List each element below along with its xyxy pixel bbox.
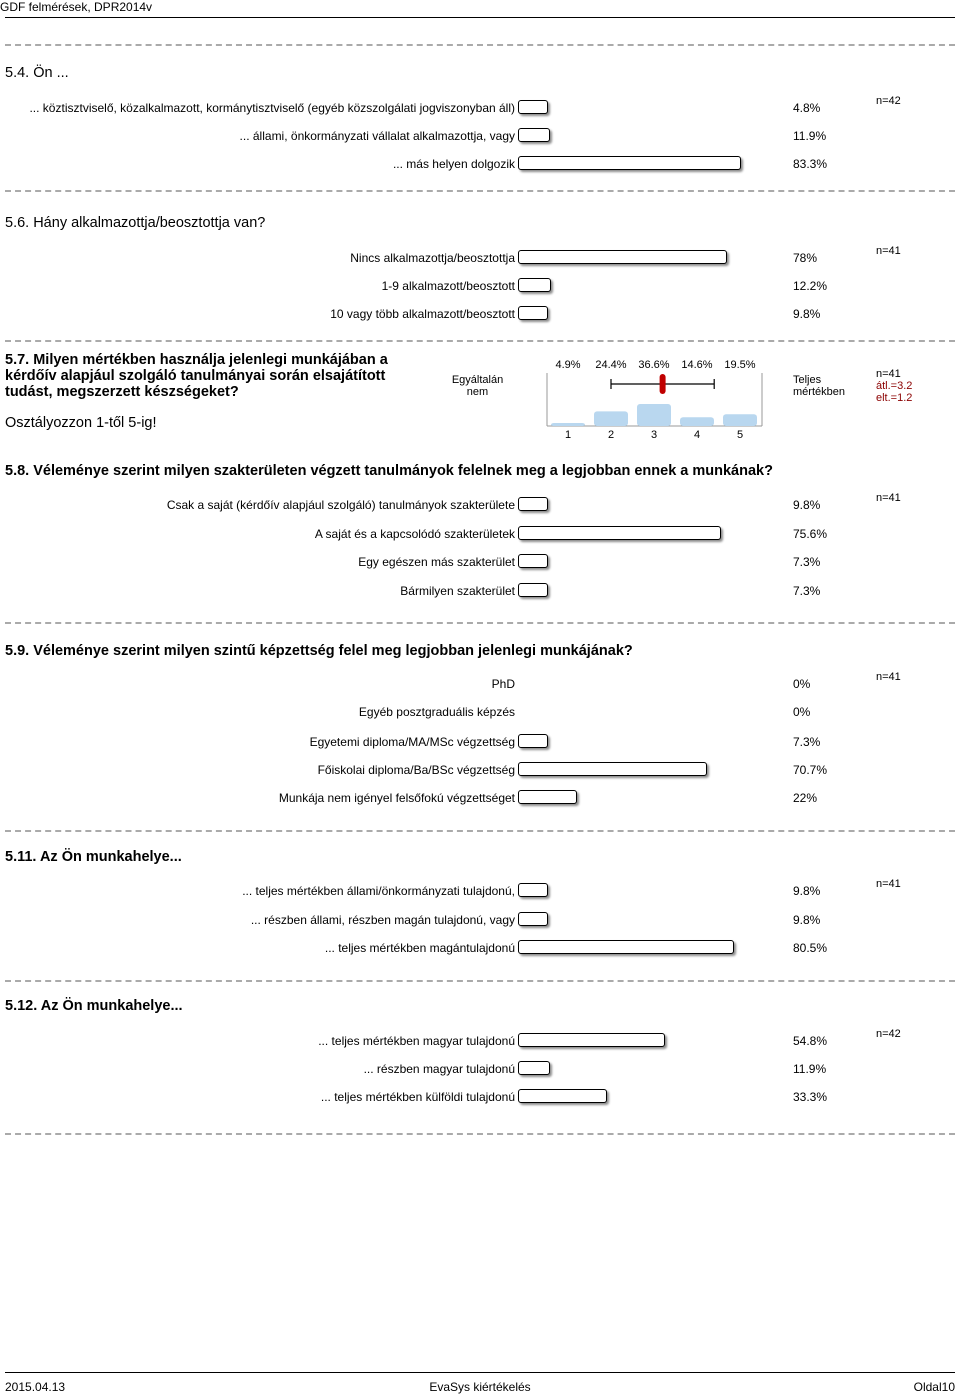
- answer-row: [0, 937, 960, 957]
- histogram-percent: 14.6%: [681, 359, 713, 371]
- answer-bar: [518, 734, 548, 748]
- section-divider: [5, 340, 955, 342]
- answer-bar: [518, 306, 548, 320]
- answer-row: [0, 731, 960, 751]
- histogram-percent: 4.9%: [555, 359, 581, 371]
- answer-label: Bármilyen szakterület: [400, 584, 515, 598]
- rating-histogram: [525, 356, 775, 441]
- rating-n: n=41: [876, 368, 901, 380]
- answer-bar-track: [518, 497, 786, 511]
- answer-bar-track: [518, 912, 786, 926]
- answer-row: [0, 909, 960, 929]
- answer-percent: 7.3%: [793, 584, 821, 598]
- answer-label: ... teljes mértékben állami/önkormányzati tulajdonú,: [242, 884, 515, 898]
- answer-row: [0, 880, 960, 900]
- answer-row: [0, 275, 960, 295]
- answer-bar-track: [518, 1089, 786, 1103]
- answer-bar: [518, 250, 727, 264]
- answer-label: ... teljes mértékben magántulajdonú: [324, 941, 515, 955]
- respondent-count: n=41: [876, 245, 901, 257]
- rating-question-subtitle: Osztályozzon 1-től 5-ig!: [5, 415, 157, 431]
- answer-bar-track: [518, 704, 786, 718]
- scale-label: 5: [736, 429, 744, 441]
- answer-bar: [518, 1089, 607, 1103]
- answer-label: ... részben állami, részben magán tulajdonú, vagy: [250, 913, 515, 927]
- scale-left-anchor: Egyáltalán nem: [451, 374, 504, 398]
- answer-label: Egy egészen más szakterület: [358, 555, 515, 569]
- rating-sd: elt.=1.2: [876, 392, 913, 404]
- answer-percent: 70.7%: [793, 763, 828, 777]
- answer-row: [0, 1030, 960, 1050]
- scale-label: 3: [650, 429, 658, 441]
- section-title: 5.6. Hány alkalmazottja/beosztottja van?: [5, 215, 266, 231]
- respondent-count: n=41: [876, 671, 901, 683]
- footer-rule: [5, 1372, 955, 1373]
- answer-bar: [518, 526, 721, 540]
- section-title: 5.11. Az Ön munkahelye...: [5, 849, 182, 865]
- answer-row: [0, 1058, 960, 1078]
- answer-bar-track: [518, 554, 786, 568]
- answer-bar: [518, 1033, 665, 1047]
- answer-percent: 0%: [793, 705, 811, 719]
- scale-label: 2: [607, 429, 615, 441]
- answer-bar: [518, 790, 577, 804]
- answer-row: [0, 247, 960, 267]
- answer-row: [0, 759, 960, 779]
- scale-label: 1: [564, 429, 572, 441]
- answer-row: [0, 551, 960, 571]
- answer-percent: 75.6%: [793, 527, 828, 541]
- answer-percent: 4.8%: [793, 101, 821, 115]
- answer-label: Egyéb posztgraduális képzés: [358, 705, 515, 719]
- answer-bar-track: [518, 734, 786, 748]
- footer-center: EvaSys kiértékelés: [429, 1380, 531, 1394]
- answer-label: Nincs alkalmazottja/beosztottja: [350, 251, 515, 265]
- histogram-bar: [723, 414, 757, 426]
- answer-bar-track: [518, 676, 786, 690]
- answer-label: Munkája nem igényel felsőfokú végzettséget: [278, 791, 515, 805]
- answer-bar: [518, 156, 741, 170]
- answer-percent: 83.3%: [793, 157, 828, 171]
- answer-bar-track: [518, 790, 786, 804]
- histogram-percent: 24.4%: [595, 359, 627, 371]
- answer-percent: 9.8%: [793, 913, 821, 927]
- answer-row: [0, 97, 960, 117]
- section-title: 5.12. Az Ön munkahelye...: [5, 998, 183, 1014]
- respondent-count: n=42: [876, 95, 901, 107]
- answer-row: [0, 494, 960, 514]
- answer-percent: 7.3%: [793, 555, 821, 569]
- answer-label: ... más helyen dolgozik: [392, 157, 515, 171]
- answer-bar-track: [518, 278, 786, 292]
- answer-percent: 54.8%: [793, 1034, 828, 1048]
- section-title: 5.8. Véleménye szerint milyen szakterületen végzett tanulmányok felelnek meg a legjobban ennek a munkának?: [5, 463, 773, 479]
- answer-percent: 22%: [793, 791, 818, 805]
- scale-label: 4: [693, 429, 701, 441]
- answer-label: Csak a saját (kérdőív alapjául szolgáló) tanulmányok szakterülete: [166, 498, 515, 512]
- answer-bar-track: [518, 526, 786, 540]
- answer-label: ... teljes mértékben magyar tulajdonú: [318, 1034, 515, 1048]
- answer-bar-track: [518, 128, 786, 142]
- answer-label: Egyetemi diploma/MA/MSc végzettség: [309, 735, 515, 749]
- answer-label: PhD: [491, 677, 515, 691]
- answer-bar: [518, 883, 548, 897]
- answer-label: ... részben magyar tulajdonú: [363, 1062, 515, 1076]
- respondent-count: n=41: [876, 878, 901, 890]
- section-divider: [5, 190, 955, 192]
- answer-bar: [518, 554, 548, 568]
- answer-label: Főiskolai diploma/Ba/BSc végzettség: [317, 763, 515, 777]
- answer-bar-track: [518, 1033, 786, 1047]
- answer-bar: [518, 278, 551, 292]
- histogram-percent: 19.5%: [724, 359, 756, 371]
- respondent-count: n=41: [876, 492, 901, 504]
- answer-row: [0, 787, 960, 807]
- answer-percent: 9.8%: [793, 884, 821, 898]
- footer-date: 2015.04.13: [5, 1380, 66, 1394]
- answer-bar: [518, 100, 548, 114]
- histogram-bar: [680, 417, 714, 426]
- answer-percent: 12.2%: [793, 279, 828, 293]
- answer-bar: [518, 497, 548, 511]
- histogram-bar: [637, 404, 671, 426]
- answer-percent: 0%: [793, 677, 811, 691]
- scale-right-anchor: Teljes mértékben: [793, 374, 845, 398]
- section-divider: [5, 980, 955, 982]
- answer-bar-track: [518, 583, 786, 597]
- answer-bar-track: [518, 156, 786, 170]
- section-divider: [5, 622, 955, 624]
- answer-percent: 33.3%: [793, 1090, 828, 1104]
- answer-bar: [518, 912, 548, 926]
- footer-page: Oldal10: [913, 1380, 955, 1394]
- answer-percent: 78%: [793, 251, 818, 265]
- answer-bar: [518, 128, 550, 142]
- section-divider: [5, 830, 955, 832]
- answer-bar-track: [518, 100, 786, 114]
- answer-bar: [518, 762, 707, 776]
- answer-row: [0, 303, 960, 323]
- report-header: GDF felmérések, DPR2014v: [0, 0, 153, 14]
- answer-row: [0, 125, 960, 145]
- section-title: 5.9. Véleménye szerint milyen szintű képzettség felel meg legjobban jelenlegi munkájának?: [5, 643, 633, 659]
- answer-bar-track: [518, 1061, 786, 1075]
- rating-question-title: 5.7. Milyen mértékben használja jelenlegi munkájában a kérdőív alapjául szolgáló tanulmányai során elsajátított tudást, megszerzett készségeket?: [5, 352, 388, 400]
- answer-label: ... teljes mértékben külföldi tulajdonú: [320, 1090, 515, 1104]
- answer-row: [0, 701, 960, 721]
- answer-bar: [518, 1061, 550, 1075]
- answer-bar-track: [518, 883, 786, 897]
- answer-bar-track: [518, 250, 786, 264]
- answer-percent: 11.9%: [793, 1062, 827, 1076]
- answer-bar-track: [518, 940, 786, 954]
- answer-row: [0, 153, 960, 173]
- section-divider: [5, 44, 955, 46]
- answer-percent: 9.8%: [793, 307, 821, 321]
- answer-label: ... köztisztviselő, közalkalmazott, kormánytisztviselő (egyéb közszolgálati jogviszonyban áll): [29, 101, 515, 115]
- answer-percent: 11.9%: [793, 129, 827, 143]
- histogram-percent: 36.6%: [638, 359, 670, 371]
- mean-marker: [660, 374, 666, 394]
- answer-row: [0, 673, 960, 693]
- histogram-bar: [594, 411, 628, 426]
- answer-bar: [518, 940, 734, 954]
- answer-bar: [518, 583, 548, 597]
- respondent-count: n=42: [876, 1028, 901, 1040]
- answer-bar-track: [518, 762, 786, 776]
- header-rule: [5, 17, 955, 18]
- section-divider: [5, 1133, 955, 1135]
- answer-percent: 80.5%: [793, 941, 828, 955]
- answer-row: [0, 523, 960, 543]
- answer-bar-track: [518, 306, 786, 320]
- answer-percent: 7.3%: [793, 735, 821, 749]
- answer-row: [0, 1086, 960, 1106]
- section-title: 5.4. Ön ...: [5, 65, 69, 81]
- answer-percent: 9.8%: [793, 498, 821, 512]
- rating-mean: átl.=3.2: [876, 380, 913, 392]
- answer-row: [0, 580, 960, 600]
- answer-label: 10 vagy több alkalmazott/beosztott: [330, 307, 515, 321]
- answer-label: 1-9 alkalmazott/beosztott: [381, 279, 515, 293]
- answer-label: ... állami, önkormányzati vállalat alkalmazottja, vagy: [239, 129, 515, 143]
- histogram-bar: [551, 423, 585, 426]
- answer-label: A saját és a kapcsolódó szakterületek: [314, 527, 515, 541]
